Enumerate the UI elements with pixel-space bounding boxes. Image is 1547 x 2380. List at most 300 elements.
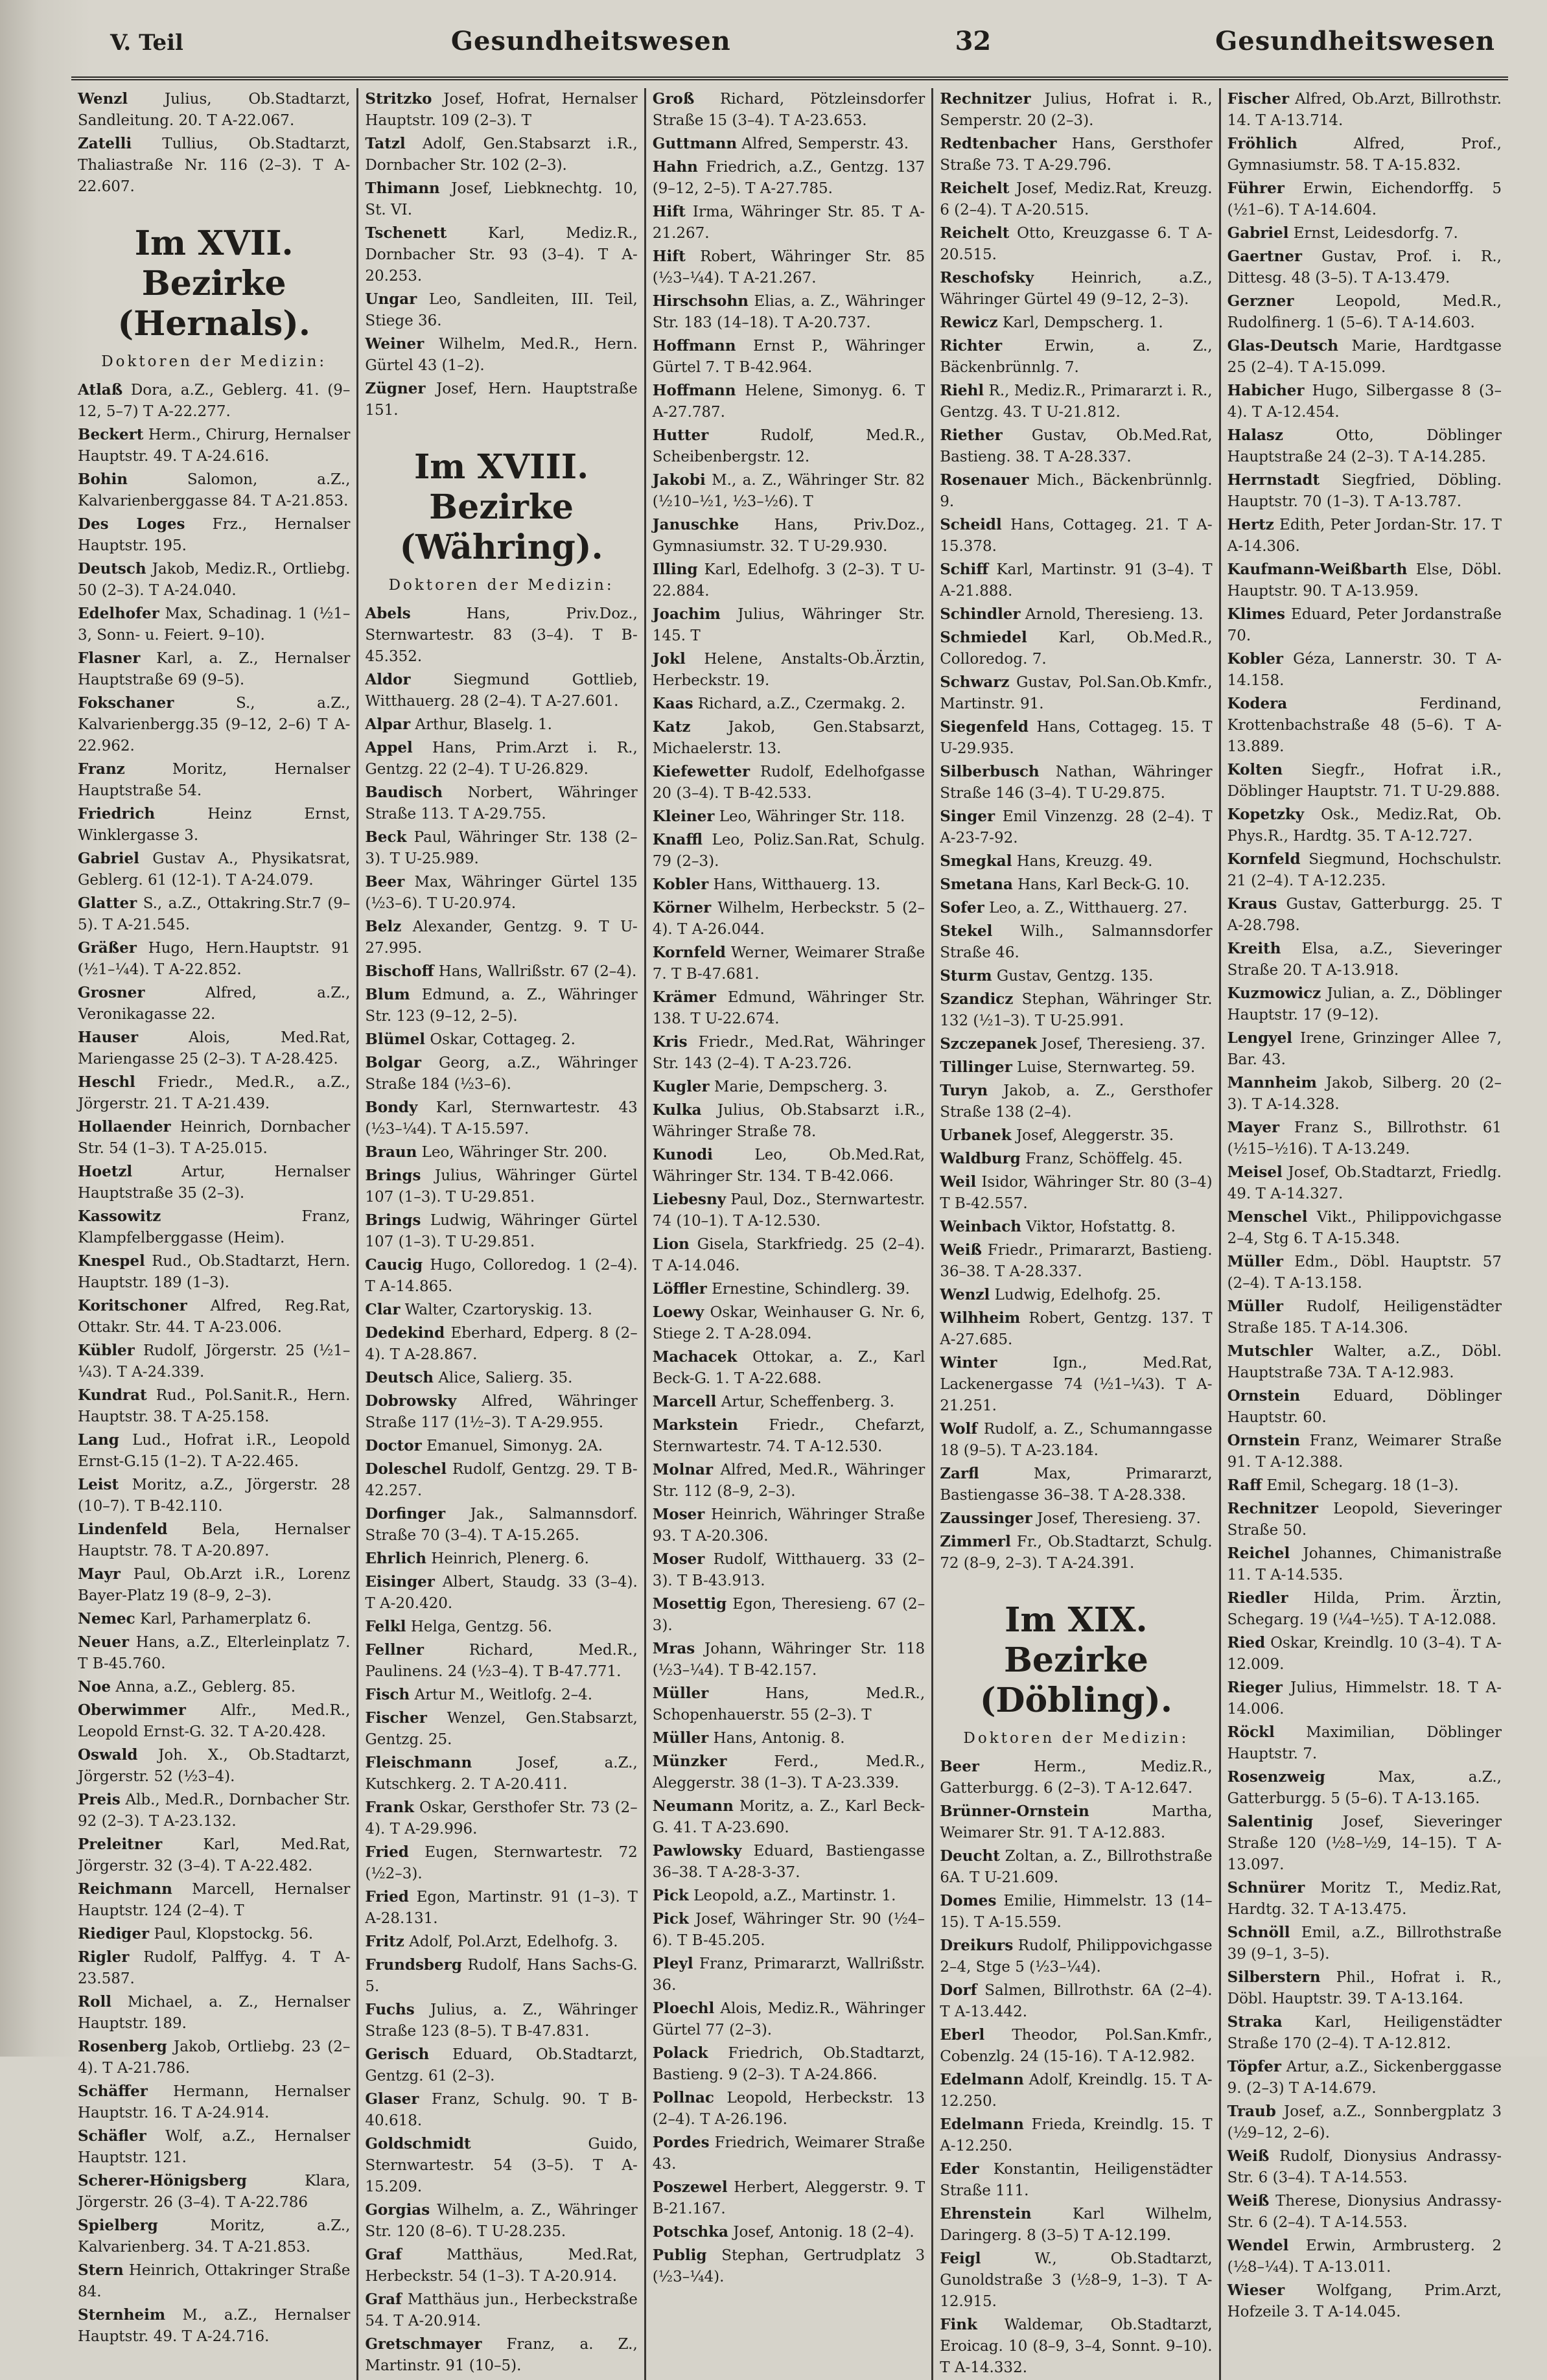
section-subheading: Doktoren der Medizin: <box>388 577 614 594</box>
directory-entry <box>78 803 350 846</box>
entry-name: Zügner <box>365 380 426 397</box>
entry-name: Moser <box>652 1550 705 1568</box>
directory-entry <box>365 871 637 915</box>
directory-entry <box>365 826 637 870</box>
entry-details: Marie, Hardtgasse 25 (2–4). T A-15.099. <box>1227 338 1502 376</box>
entry-details: Hugo, Colloredog. 1 (2–4). T A-14.865. <box>365 1257 638 1295</box>
entry-name: Roll <box>78 1993 111 2011</box>
entry-name: Illing <box>652 561 698 578</box>
directory-entry <box>1227 1811 1502 1876</box>
entry-details: Franz, Schulg. 90. T B-40.618. <box>365 2091 638 2129</box>
entry-details: Heinrich, a.Z., Währinger Gürtel 49 (9–12, 2–3). <box>940 270 1213 308</box>
entry-details: Irma, Währinger Str. 85. T A-21.267. <box>652 204 925 242</box>
entry-details: Konstantin, Heiligenstädter Straße 111. <box>940 2161 1213 2199</box>
directory-entry <box>1227 1498 1502 1541</box>
directory-entry <box>940 267 1212 310</box>
entry-details: Leo, Ob.Med.Rat, Währinger Str. 134. T B-42.066. <box>652 1147 925 1185</box>
entry-name: Kris <box>652 1033 688 1051</box>
entry-name: Schiff <box>940 561 989 578</box>
entry-name: Riehl <box>940 382 984 399</box>
entry-name: Frundsberg <box>365 1956 462 1974</box>
entry-details: Albert, Staudg. 33 (3–4). T A-20.420. <box>365 1574 638 1612</box>
entry-details: Walter, Czartoryskig. 13. <box>404 1301 592 1318</box>
entry-name: Blümel <box>365 1031 425 1048</box>
entry-name: Kundrat <box>78 1386 147 1404</box>
directory-entry <box>940 850 1212 872</box>
entry-name: Wenzl <box>940 1286 990 1303</box>
entry-details: Frieda, Kreindlg. 15. T A-12.250. <box>940 2116 1213 2154</box>
entry-details: Ernst, Leidesdorfg. 7. <box>1293 225 1458 242</box>
directory-entry <box>1227 1632 1502 1675</box>
entry-details: Phil., Hofrat i. R., Döbl. Hauptstr. 39. T A-13.164. <box>1227 1969 1502 2007</box>
directory-entry <box>78 558 350 601</box>
entry-details: Josef, a.Z., Sonnbergplatz 3 (½9–12, 2–6). <box>1227 2103 1502 2141</box>
entry-details: Hans, Witthauerg. 13. <box>713 876 881 893</box>
entry-details: Herm., Chirurg, Hernalser Hauptstr. 49. T A-24.616. <box>78 426 351 465</box>
directory-entry <box>653 1548 925 1592</box>
directory-entry <box>365 782 637 825</box>
directory-entry <box>653 425 925 468</box>
entry-details: Artur, Scheffenberg. 3. <box>721 1394 894 1410</box>
entry-details: Leopold, Sieveringer Straße 50. <box>1227 1500 1502 1539</box>
entry-name: Graf <box>365 2291 402 2308</box>
entry-details: Anna, a.Z., Geblerg. 85. <box>115 1679 296 1696</box>
entry-name: Doctor <box>365 1437 422 1454</box>
entry-name: Ornstein <box>1227 1387 1301 1405</box>
directory-entry <box>940 806 1212 849</box>
entry-name: Feigl <box>940 2250 981 2267</box>
entry-details: Walter, a.Z., Döbl. Hauptstraße 73A. T A-12.983. <box>1227 1343 1502 1381</box>
entry-name: Smegkal <box>940 852 1012 870</box>
entry-details: Artur, Hernalser Hauptstraße 35 (2–3). <box>78 1163 351 1202</box>
directory-entry <box>1227 983 1502 1026</box>
directory-entry <box>78 1789 350 1832</box>
entry-name: Thimann <box>365 180 440 197</box>
directory-entry <box>1227 603 1502 647</box>
directory-entry <box>940 222 1212 266</box>
directory-entry <box>78 1116 350 1160</box>
entry-details: Adolf, Pol.Arzt, Edelhofg. 3. <box>409 1933 618 1950</box>
entry-name: Liebesny <box>652 1191 727 1208</box>
directory-entry <box>653 1301 925 1345</box>
entry-name: Stritzko <box>365 90 432 108</box>
directory-entry <box>365 737 637 780</box>
directory-entry <box>365 378 637 421</box>
entry-name: Molnar <box>652 1461 714 1478</box>
entry-name: Caucig <box>365 1256 423 1274</box>
entry-name: Potschka <box>652 2223 728 2241</box>
directory-entry <box>78 2304 350 2348</box>
entry-details: Julius, a. Z., Währinger Straße 123 (8–5). T B-47.831. <box>365 2001 638 2040</box>
entry-details: Rudolf, Palffyg. 4. T A-23.587. <box>78 1949 351 1987</box>
entry-details: Zoltan, a. Z., Billrothstraße 6A. T U-21.609. <box>940 1848 1213 1886</box>
entry-details: Hilda, Prim. Ärztin, Schegarg. 19 (¼4–½5). T A-12.088. <box>1227 1590 1502 1628</box>
entry-details: Herbert, Aleggerstr. 9. T B-21.167. <box>652 2179 925 2217</box>
entry-name: Reichelt <box>940 180 1010 197</box>
directory-entry <box>940 1307 1212 1351</box>
entry-details: Otto, Kreuzgasse 6. T A-20.515. <box>940 225 1213 263</box>
entry-name: Ornstein <box>1227 1432 1301 1449</box>
directory-entry <box>1227 246 1502 289</box>
entry-name: Wendel <box>1227 2237 1289 2254</box>
entry-details: Max, Schadinag. 1 (½1–3, Sonn- u. Feiert. 9–10). <box>78 605 351 644</box>
district-title: Im XIX. Bezirke <box>1003 1600 1148 1680</box>
entry-name: Oswald <box>78 1746 138 1764</box>
entry-details: Hans, Med.R., Schopenhauerstr. 55 (2–3). T <box>652 1685 925 1723</box>
entry-details: Franz, Klampfelberggasse (Heim). <box>78 1208 351 1246</box>
directory-entry <box>1227 1251 1502 1294</box>
entry-details: Siegmund, Hochschulstr. 21 (2–4). T A-12.235. <box>1227 851 1502 889</box>
directory-entry <box>653 874 925 896</box>
entry-details: Leopold, Med.R., Rudolfinerg. 1 (5–6). T A-14.603. <box>1227 293 1502 331</box>
entry-name: Preleitner <box>78 1836 163 1853</box>
entry-details: Hans, Karl Beck-G. 10. <box>1018 876 1190 893</box>
entry-name: Hutter <box>652 426 709 444</box>
entry-name: Kübler <box>78 1342 135 1359</box>
entry-details: Gisela, Starkfriedg. 25 (2–4). T A-14.046. <box>652 1236 925 1274</box>
directory-entry <box>940 514 1212 557</box>
directory-entry <box>940 874 1212 896</box>
entry-details: Jak., Salmannsdorf. Straße 70 (3–4). T A-15.265. <box>365 1506 638 1544</box>
directory-entry <box>1227 1161 1502 1205</box>
entry-name: Waldburg <box>940 1150 1021 1167</box>
entry-name: Reichelt <box>940 224 1010 242</box>
directory-entry <box>365 1367 637 1389</box>
directory-entry <box>1227 1296 1502 1339</box>
entry-details: Hans, Prim.Arzt i. R., Gentzg. 22 (2–4). T U-26.829. <box>365 740 638 778</box>
entry-details: Friedr., Med.R., a.Z., Jörgerstr. 21. T A-21.439. <box>78 1074 351 1112</box>
entry-details: Josef, a.Z., Kutschkerg. 2. T A-20.411. <box>365 1755 638 1793</box>
entry-name: Mosettig <box>652 1595 727 1613</box>
directory-entry <box>365 288 637 332</box>
directory-entry <box>365 1390 637 1434</box>
entry-details: Alfred, Reg.Rat, Ottakr. Str. 44. T A-23.006. <box>78 1298 351 1336</box>
entry-name: Traub <box>1227 2103 1276 2120</box>
directory-entry <box>365 1797 637 1840</box>
entry-details: Josef, Hofrat, Hernalser Hauptstr. 109 (2–3). T <box>365 91 638 129</box>
entry-details: Moritz T., Mediz.Rat, Hardtg. 32. T A-13.475. <box>1227 1880 1502 1918</box>
entry-details: Gustav A., Physikatsrat, Geblerg. 61 (12-1). T A-24.079. <box>78 850 351 889</box>
directory-entry <box>653 133 925 155</box>
entry-details: Rudolf, Jörgerstr. 25 (½1–¼3). T A-24.339. <box>78 1342 351 1381</box>
entry-name: Felkl <box>365 1618 406 1635</box>
entry-name: Sturm <box>940 967 992 985</box>
directory-column <box>358 88 646 2380</box>
directory-entry <box>653 1727 925 1749</box>
entry-name: Brings <box>365 1211 421 1229</box>
entry-name: Deucht <box>940 1847 1000 1865</box>
entry-details: Wolfgang, Prim.Arzt, Hofzeile 3. T A-14.045. <box>1227 2282 1502 2320</box>
directory-entry <box>653 1391 925 1413</box>
entry-details: Elias, a. Z., Währinger Str. 183 (14–18). T A-20.737. <box>652 293 925 331</box>
entry-name: Januschke <box>652 516 739 533</box>
directory-entry <box>940 1033 1212 1055</box>
directory-entry <box>1227 1766 1502 1810</box>
entry-name: Bischoff <box>365 962 434 980</box>
directory-entry <box>365 1209 637 1253</box>
entry-name: Rechnitzer <box>1227 1500 1318 1517</box>
entry-details: Isidor, Währinger Str. 80 (3–4) T B-42.557. <box>940 1174 1213 1212</box>
entry-details: Stephan, Gertrudplatz 3 (½3–¼4). <box>652 2247 925 2285</box>
entry-name: Zimmerl <box>940 1533 1011 1550</box>
directory-entry <box>653 1076 925 1098</box>
directory-entry <box>1227 1117 1502 1160</box>
entry-details: Gustav, Pol.San.Ob.Kmfr., Martinstr. 91. <box>940 674 1213 712</box>
entry-details: Hans, Priv.Doz., Sternwartestr. 83 (3–4). T B-45.352. <box>365 605 638 665</box>
entry-name: Kodera <box>1227 695 1288 712</box>
entry-details: Paul, Ob.Arzt i.R., Lorenz Bayer-Platz 19 (8–9, 2–3). <box>78 1566 351 1604</box>
entry-details: Guido, Sternwartestr. 54 (3–5). T A-15.209. <box>365 2136 638 2195</box>
entry-details: Alfred, Währinger Straße 117 (1½–3). T A-29.955. <box>365 1393 638 1431</box>
directory-entry <box>653 1189 925 1232</box>
entry-name: Weiß <box>940 1241 982 1259</box>
entry-name: Schäffer <box>78 2082 148 2100</box>
entry-name: Weiß <box>1227 2147 1270 2165</box>
directory-entry <box>365 1299 637 1321</box>
entry-name: Fink <box>940 2316 977 2333</box>
entry-details: Oskar, Cottageg. 2. <box>430 1031 576 1048</box>
entry-name: Appel <box>365 739 413 756</box>
entry-name: Glatter <box>78 894 137 912</box>
entry-details: Wilhelm, a. Z., Währinger Str. 120 (8–6). T U-28.235. <box>365 2202 638 2240</box>
directory-entry <box>940 1352 1212 1417</box>
entry-name: Rieger <box>1227 1679 1283 1696</box>
directory-entry <box>365 1841 637 1885</box>
directory-entry <box>940 2314 1212 2379</box>
entry-name: Belz <box>365 918 402 935</box>
entry-name: Smetana <box>940 876 1013 893</box>
directory-entry <box>653 1998 925 2041</box>
entry-details: Moritz, Hernalser Hauptstraße 54. <box>78 761 351 799</box>
entry-name: Wenzl <box>78 90 128 108</box>
directory-entry <box>1227 1543 1502 1586</box>
directory-entry <box>1227 1475 1502 1497</box>
directory-entry <box>653 514 925 557</box>
directory-entry <box>365 714 637 736</box>
entry-name: Halasz <box>1227 426 1283 444</box>
entry-details: Josef, Theresieng. 37. <box>1037 1510 1201 1527</box>
entry-details: Else, Döbl. Hauptstr. 90. T A-13.959. <box>1227 561 1502 600</box>
directory-entry <box>78 1027 350 1070</box>
directory-entry <box>365 333 637 377</box>
entry-name: Machacek <box>652 1348 738 1366</box>
entry-details: Friedr., Primararzt, Bastieng. 36–38. T A-28.337. <box>940 1242 1213 1280</box>
entry-details: Oskar, Weinhauser G. Nr. 6, Stiege 2. T A-28.094. <box>652 1304 925 1342</box>
entry-details: Friedrich, Ob.Stadtarzt, Bastieng. 9 (2–3). T A-24.866. <box>652 2045 925 2083</box>
entry-name: Rigler <box>78 1948 130 1966</box>
directory-entry <box>365 1548 637 1570</box>
entry-details: Luise, Sternwarteg. 59. <box>1017 1059 1196 1076</box>
directory-entry <box>365 916 637 959</box>
entry-details: Julius, Währinger Gürtel 107 (1–3). T U-29.851. <box>365 1167 638 1206</box>
directory-entry <box>365 984 637 1027</box>
entry-name: Mayr <box>78 1565 121 1583</box>
entry-name: Preis <box>78 1791 121 1808</box>
district-title: Im XVII. Bezirke <box>134 224 294 303</box>
directory-entry <box>940 603 1212 625</box>
entry-details: Josef, Ob.Stadtarzt, Friedlg. 49. T A-14.327. <box>1227 1164 1502 1202</box>
directory-entry <box>365 1165 637 1208</box>
entry-details: Eugen, Sternwartestr. 72 (½2–3). <box>365 1844 638 1882</box>
entry-details: Eduard, Bastiengasse 36–38. T A-28-3-37. <box>652 1843 925 1881</box>
entry-name: Knaffl <box>652 831 703 848</box>
entry-details: Edm., Döbl. Hauptstr. 57 (2–4). T A-13.158. <box>1227 1254 1502 1292</box>
directory-entry <box>1227 893 1502 937</box>
entry-details: Hans, Cottageg. 15. T U-29.935. <box>940 719 1213 757</box>
directory-entry <box>653 942 925 985</box>
entry-details: Rudolf, Philippovichgasse 2–4, Stge 5 (½3–¼4). <box>940 1937 1213 1976</box>
entry-name: Müller <box>652 1685 709 1702</box>
entry-details: Johann, Währinger Str. 118 (½3–¼4). T B-42.157. <box>652 1640 925 1679</box>
entry-name: Guttmann <box>652 135 738 152</box>
entry-details: Alb., Med.R., Dornbacher Str. 92 (2–3). T A-23.132. <box>78 1791 351 1830</box>
entry-name: Friedrich <box>78 805 156 822</box>
directory-entry <box>78 1878 350 1922</box>
directory-entry <box>653 2132 925 2175</box>
entry-details: Emil Vinzenzg. 28 (2–4). T A-23-7-92. <box>940 808 1213 846</box>
entry-details: Heinz Ernst, Winklergasse 3. <box>78 806 351 844</box>
entry-name: Gretschmayer <box>365 2335 482 2353</box>
directory-entry <box>78 848 350 891</box>
directory-entry <box>1227 1340 1502 1384</box>
entry-name: Weinbach <box>940 1218 1021 1235</box>
directory-entry <box>365 1616 637 1638</box>
entry-name: Fleischmann <box>365 1754 472 1771</box>
entry-details: Alfred, a.Z., Veronikagasse 22. <box>78 985 351 1023</box>
entry-details: Wolf, a.Z., Hernalser Hauptstr. 121. <box>78 2128 351 2166</box>
directory-entry <box>78 469 350 512</box>
entry-details: Eberhard, Edperg. 8 (2–4). T A-28.867. <box>365 1325 638 1363</box>
entry-details: Jakob, Silberg. 20 (2–3). T A-14.328. <box>1227 1075 1502 1113</box>
directory-entry <box>78 1340 350 1383</box>
entry-details: Salmen, Billrothstr. 6A (2–4). T A-13.442. <box>940 1982 1213 2020</box>
entry-details: Gustav, Gentzg. 135. <box>996 968 1154 985</box>
entry-details: Rudolf, Heiligenstädter Straße 185. T A-14.306. <box>1227 1298 1502 1336</box>
directory-entry <box>940 1756 1212 1799</box>
entry-name: Wilhheim <box>940 1309 1021 1327</box>
entry-name: Schäfler <box>78 2127 146 2145</box>
directory-entry <box>940 2069 1212 2112</box>
entry-name: Alpar <box>365 716 411 733</box>
entry-name: Kobler <box>652 876 709 893</box>
directory-entry <box>365 1097 637 1140</box>
entry-details: Julius, Währinger Str. 145. T <box>652 606 925 644</box>
directory-entry <box>1227 514 1502 557</box>
entry-details: Emil, a.Z., Billrothstraße 39 (9–1, 3–5). <box>1227 1924 1502 1963</box>
entry-name: Gräßer <box>78 939 137 957</box>
entry-name: Doleschel <box>365 1460 447 1478</box>
directory-entry <box>1227 2101 1502 2144</box>
entry-name: Wolf <box>940 1420 978 1438</box>
entry-details: Joh. X., Ob.Stadtarzt, Jörgerstr. 52 (½3–4). <box>78 1747 351 1785</box>
entry-name: Ungar <box>365 290 417 308</box>
entry-details: Theodor, Pol.San.Kmfr., Cobenzlg. 24 (15-16). T A-12.982. <box>940 2027 1213 2065</box>
entry-details: Irene, Grinzinger Allee 7, Bar. 43. <box>1227 1030 1502 1068</box>
directory-entry <box>940 2114 1212 2157</box>
entry-details: Erwin, Eichendorffg. 5 (½1–6). T A-14.604. <box>1227 180 1502 218</box>
entry-name: Rosenauer <box>940 471 1029 489</box>
entry-details: R., Mediz.R., Primararzt i. R., Gentzg. 43. T U-21.812. <box>940 382 1213 421</box>
entry-details: Hans, Antonig. 8. <box>713 1730 845 1747</box>
entry-details: Franz S., Billrothstr. 61 (½15–½16). T A-13.249. <box>1227 1119 1502 1158</box>
entry-name: Winter <box>940 1354 997 1371</box>
entry-details: Oskar, Gersthofer Str. 73 (2–4). T A-29.996. <box>365 1799 638 1838</box>
entry-name: Fischer <box>365 1709 427 1727</box>
entry-name: Polack <box>652 2044 708 2062</box>
entry-details: Karl, Med.Rat, Jörgerstr. 32 (3–4). T A-22.482. <box>78 1836 351 1874</box>
entry-name: Atlaß <box>78 381 123 399</box>
directory-entry <box>940 2248 1212 2313</box>
entry-name: Rosenzweig <box>1227 1768 1325 1786</box>
entry-name: Fröhlich <box>1227 135 1297 152</box>
directory-entry <box>78 88 350 132</box>
entry-details: Ernestine, Schindlerg. 39. <box>712 1281 910 1298</box>
entry-name: Hoetzl <box>78 1163 133 1180</box>
entry-name: Jakobi <box>652 471 706 489</box>
entry-name: Knespel <box>78 1252 145 1270</box>
directory-entry <box>653 1233 925 1277</box>
entry-name: Fuchs <box>365 2001 415 2018</box>
entry-name: Lengyel <box>1227 1029 1292 1047</box>
entry-details: Herm., Mediz.R., Gatterburgg. 6 (2–3). T A-12.647. <box>940 1758 1213 1797</box>
directory-entry <box>653 693 925 715</box>
entry-name: Pordes <box>652 2134 710 2151</box>
directory-entry <box>940 1056 1212 1079</box>
entry-name: Moser <box>652 1506 705 1523</box>
directory-entry <box>940 627 1212 670</box>
entry-name: Katz <box>652 718 691 736</box>
entry-name: Baudisch <box>365 784 443 801</box>
directory-entry <box>78 1474 350 1517</box>
entry-name: Herrnstadt <box>1227 471 1320 489</box>
entry-details: Marcell, Hernalser Hauptstr. 124 (2–4). T <box>78 1881 351 1919</box>
entry-name: Gerzner <box>1227 292 1294 310</box>
entry-details: Norbert, Währinger Straße 113. T A-29.755. <box>365 784 638 822</box>
directory-entry <box>940 1845 1212 1889</box>
entry-details: Erwin, a. Z., Bäckenbrünnlg. 7. <box>940 338 1213 376</box>
entry-details: Klara, Jörgerstr. 26 (3–4). T A-22.786 <box>78 2173 351 2211</box>
directory-entry <box>940 1080 1212 1123</box>
entry-name: Fellner <box>365 1641 425 1659</box>
entry-details: Therese, Dionysius Andrassy-Str. 6 (2–4). T A-14.553. <box>1227 2193 1502 2231</box>
entry-details: Heinrich, Dornbacher Str. 54 (1–3). T A-25.015. <box>78 1119 351 1157</box>
district-title: Im XVIII. Bezirke <box>413 447 589 527</box>
entry-name: Brünner-Ornstein <box>940 1802 1089 1820</box>
entry-details: M., a.Z., Hernalser Hauptstr. 49. T A-24.716. <box>78 2307 351 2345</box>
directory-entry <box>78 1384 350 1428</box>
directory-entry <box>1227 1072 1502 1115</box>
entry-name: Marcell <box>652 1393 717 1410</box>
directory-entry <box>940 2203 1212 2246</box>
directory-entry <box>1227 2011 1502 2055</box>
entry-name: Franz <box>78 760 125 778</box>
entry-details: Rudolf, Edelhofgasse 20 (3–4). T B-42.533. <box>652 764 925 802</box>
entry-name: Kaas <box>652 695 693 712</box>
entry-details: S., a.Z., Ottakring.Str.7 (9–5). T A-21.545. <box>78 895 351 933</box>
entry-name: Ehrlich <box>365 1550 426 1567</box>
directory-entry <box>78 2081 350 2124</box>
entry-details: Artur, a.Z., Sickenberggasse 9. (2–3) T A-14.679. <box>1227 2059 1502 2097</box>
entry-details: Nathan, Währinger Straße 146 (3–4). T U-29.875. <box>940 764 1213 802</box>
entry-details: Alfred, Med.R., Währinger Str. 112 (8–9, 2–3). <box>652 1462 925 1500</box>
entry-details: W., Ob.Stadtarzt, Gunoldstraße 3 (½8–9, 1–3). T A-12.915. <box>940 2250 1213 2310</box>
directory-entry <box>1227 2235 1502 2278</box>
entry-details: Robert, Währinger Str. 85 (½3–¼4). T A-21.267. <box>652 248 925 286</box>
entry-name: Töpfer <box>1227 2058 1282 2075</box>
entry-details: Jakob, a. Z., Gersthofer Straße 138 (2–4). <box>940 1082 1213 1121</box>
entry-name: Richter <box>940 337 1003 355</box>
entry-details: Edmund, Währinger Str. 138. T U-22.674. <box>652 989 925 1027</box>
